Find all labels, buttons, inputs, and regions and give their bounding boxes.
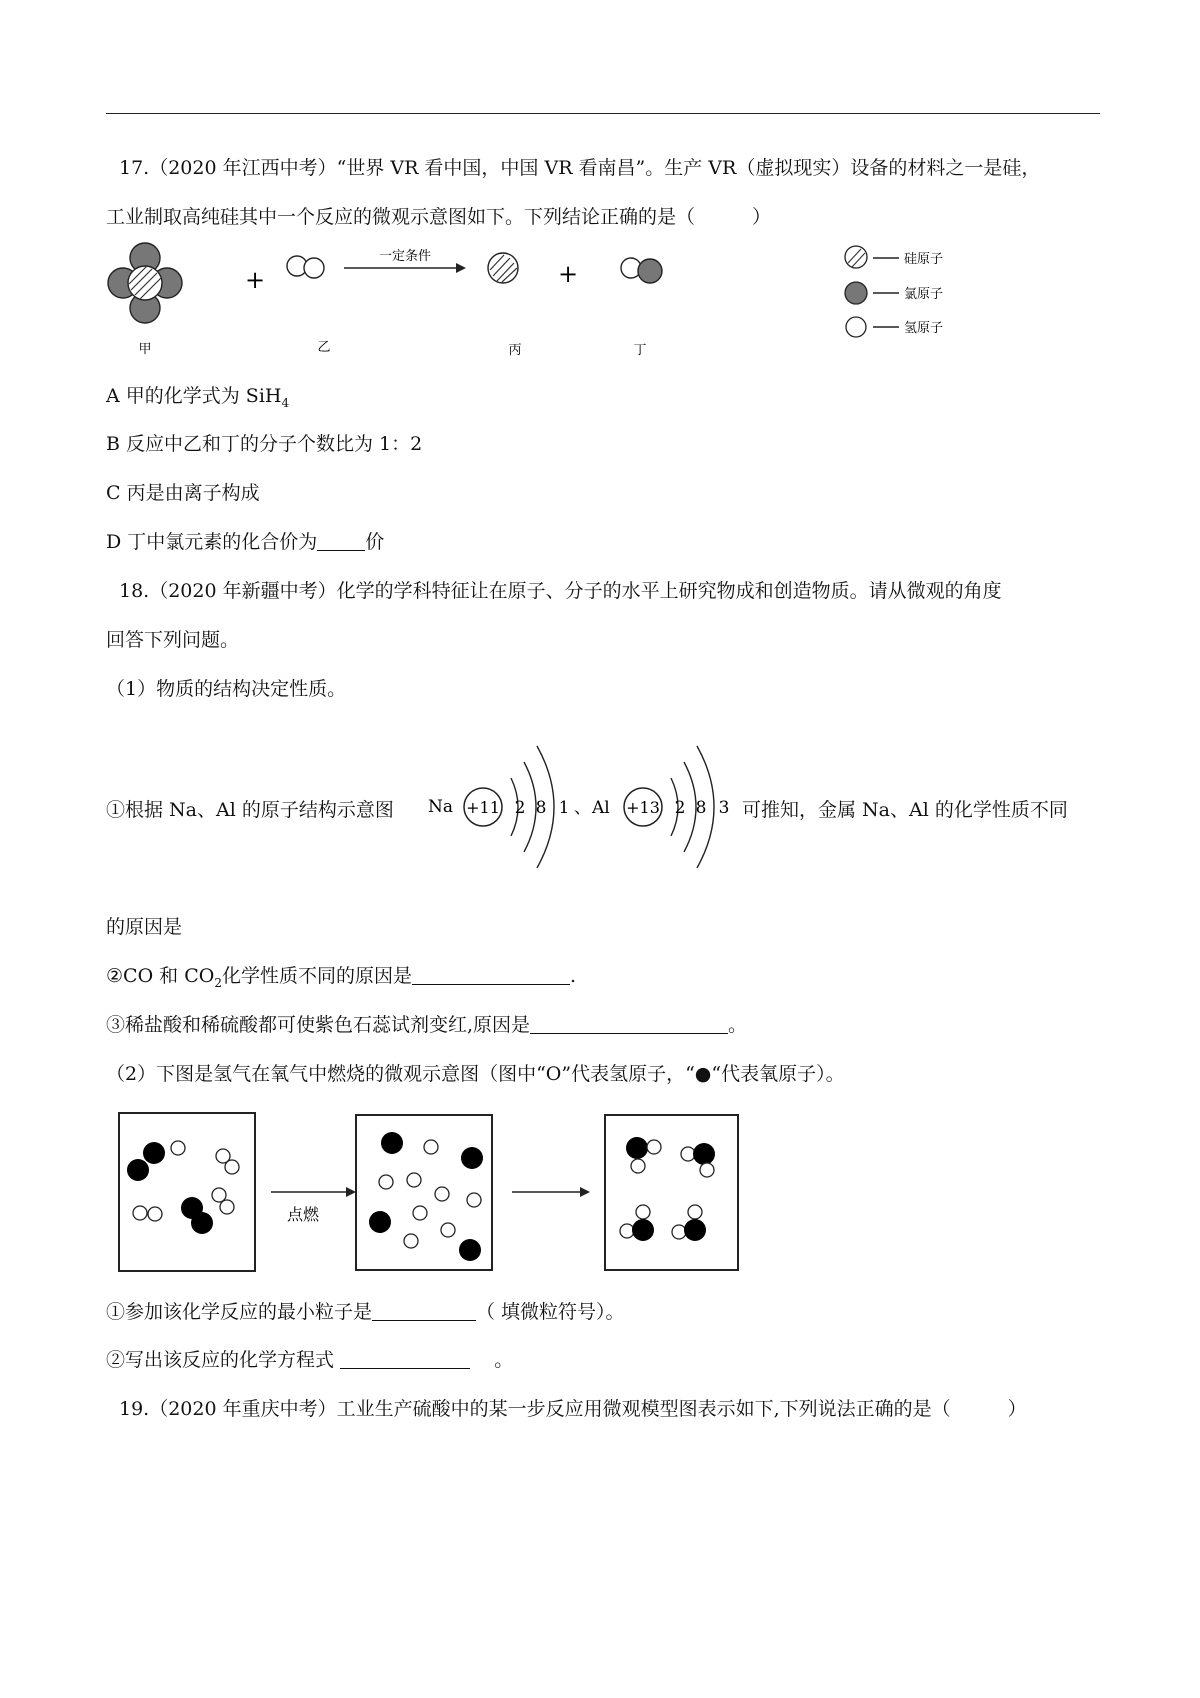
svg-text:Al: Al [592, 798, 610, 818]
answer-blank[interactable] [372, 1302, 476, 1321]
q18-item1-prefix: ①根据 Na、Al 的原子结构示意图 [106, 799, 394, 821]
aluminum-atom-diagram [591, 746, 729, 868]
q18-item4: ①参加该化学反应的最小粒子是 （ 填微粒符号）。 [106, 1301, 625, 1323]
svg-text:1: 1 [558, 798, 570, 818]
svg-text:3: 3 [718, 798, 730, 818]
answer-blank[interactable] [412, 966, 570, 985]
reactants-box [119, 1113, 255, 1271]
legend [845, 246, 943, 337]
answer-blank[interactable] [317, 532, 365, 551]
q17-line2: 工业制取高纯硅其中一个反应的微观示意图如下。下列结论正确的是（ ） [106, 206, 772, 228]
molecule-ding [621, 258, 662, 283]
q17-line1: 17.（2020 年江西中考）“世界 VR 看中国，中国 VR 看南昌”。生产 VR（虚拟现实）设备的材料之一是硅， [119, 157, 1041, 179]
header-rule [106, 113, 1100, 114]
q18-line1: 18.（2020 年新疆中考）化学的学科特征让在原子、分子的水平上研究物成和创造物质。请从微观的角度 [119, 580, 1002, 602]
svg-text:2: 2 [674, 798, 686, 818]
label-bing: 丙 [508, 343, 522, 358]
q18-item5: ②写出该反应的化学方程式 。 [106, 1349, 514, 1371]
legend-hydrogen: 氢原子 [904, 321, 944, 336]
q17-option-a: A 甲的化学式为 SiH$_4$ [106, 385, 290, 410]
plus-sign: + [245, 266, 266, 294]
q18-item2: ②CO 和 $CO_2$化学性质不同的原因是 . [106, 965, 577, 990]
sodium-atom-diagram [428, 746, 569, 868]
legend-chlorine: 氯原子 [904, 287, 944, 302]
hydrogen-combustion-diagram [118, 1110, 740, 1275]
q17-option-c: C 丙是由离子构成 [106, 482, 260, 504]
q17-reaction-diagram [106, 238, 1006, 366]
molecule-bing [488, 253, 518, 283]
svg-text:+11: +11 [466, 798, 500, 817]
svg-text:、: 、 [574, 798, 591, 818]
reaction-arrow [512, 1187, 590, 1197]
svg-text:2: 2 [514, 798, 526, 818]
condition-label: 一定条件 [378, 249, 432, 264]
answer-blank[interactable] [340, 1350, 470, 1369]
label-jia: 甲 [138, 342, 152, 357]
plus-sign: + [558, 260, 579, 288]
products-box [605, 1115, 738, 1270]
atomic-structure-diagram [426, 728, 738, 884]
q17-option-b: B 反应中乙和丁的分子个数比为 1：2 [106, 433, 423, 455]
atoms-box [356, 1115, 492, 1270]
svg-text:Na: Na [428, 797, 454, 817]
q18-part1: （1）物质的结构决定性质。 [106, 678, 347, 700]
label-ding: 丁 [633, 343, 647, 358]
ignite-arrow [271, 1187, 356, 1224]
q19-line1: 19.（2020 年重庆中考）工业生产硫酸中的某一步反应用微观模型图表示如下,下列说法正确的是（ ） [119, 1398, 1027, 1420]
molecule-yi [287, 256, 324, 278]
q18-part2: （2）下图是氢气在氧气中燃烧的微观示意图（图中“O”代表氢原子，“●“代表氧原子）。 [106, 1063, 845, 1085]
label-yi: 乙 [317, 340, 331, 355]
q18-line2: 回答下列问题。 [106, 629, 240, 651]
q18-item3: ③稀盐酸和稀硫酸都可使紫色石蕊试剂变红,原因是 。 [106, 1014, 748, 1036]
ignite-label: 点燃 [286, 1205, 320, 1224]
answer-blank[interactable] [530, 1015, 728, 1034]
q18-item1-suffix: 可推知，金属 Na、Al 的化学性质不同 [742, 799, 1068, 821]
q17-option-d: D 丁中氯元素的化合价为 价 [106, 531, 385, 553]
svg-text:8: 8 [535, 798, 547, 818]
svg-text:8: 8 [695, 798, 707, 818]
reaction-arrow [344, 249, 466, 273]
svg-text:+13: +13 [626, 798, 660, 817]
legend-silicon: 硅原子 [904, 252, 944, 267]
q18-item1-cont: 的原因是 [106, 916, 183, 938]
molecule-jia [108, 243, 182, 323]
